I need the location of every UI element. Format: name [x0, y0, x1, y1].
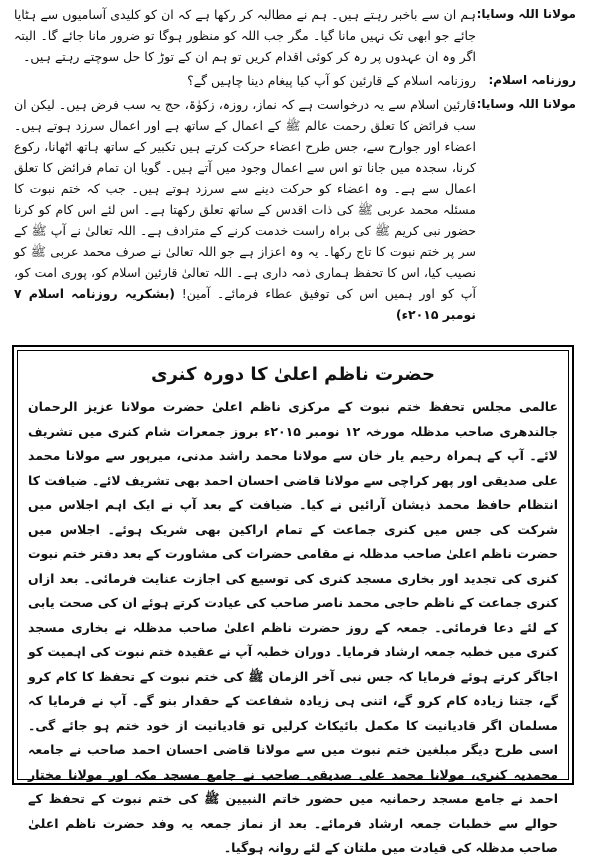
answer-text: قارئین اسلام سے یہ درخواست ہے کہ نماز، روزہ، زکوٰۃ، حج یہ سب فرض ہیں۔ لیکن ان سب فرائض کا تعلق رحمت عالم ﷺ کے اعمال کے ساتھ ہے اور اعمال سرزد ہوتے ہیں۔ اعضاء اور جوارح سے، جس طرح اعضاء حرکت کرتے ہیں تکبیر کے ساتھ ہاتھ اٹھانا، رکوع کرنا، سجدہ میں جانا تو اس سے اعمال وجود میں آتے ہیں۔ گویا ان تمام فرائض کا تعلق اعمال سے ہے۔ وہ اعضاء کو حرکت دینے سے سرزد ہوتے ہیں۔ جب کہ ختم نبوت کا مسئلہ محمد عربی ﷺ کی ذات اقدس کے ساتھ تعلق رکھتا ہے۔ اس لئے اس کام کو کرنا حضور نبی کریم ﷺ کی براہ راست خدمت کرنے کے مترادف ہے۔ اللہ تعالیٰ نے آپ ﷺ کے سر پر ختم نبوت کا تاج رکھا۔ یہ وہ اعزاز ہے جو اللہ تعالیٰ نے صرف محمد عربی ﷺ کو نصیب کیا، اس کا تحفظ ہماری ذمہ داری ہے۔ اللہ تعالیٰ قارئین اسلام کو، پوری امت کو، آپ کو اور ہمیں اس کی توفیق عطاء فرمائے۔ آمین! [14, 97, 476, 301]
speaker-label: روزنامہ اسلام: [488, 73, 576, 87]
interview-answer [14, 94, 476, 325]
interview-answer: ہم ان سے باخبر رہتے ہیں۔ ہم نے مطالبہ کر رکھا ہے کہ ان کو کلیدی آسامیوں سے ہٹایا جائے جو ابھی تک نہیں مانا گیا۔ مگر جب اللہ کو منظور ہوگا تو ضرور مانا جائے گا۔ البتہ اگر وہ ان عہدوں پر رہ کر کوئی اقدام کریں تو ہم ان کے توڑ کا حل سوچتے رہتے ہیں۔ [14, 7, 476, 64]
interview-section [14, 4, 576, 328]
speaker-label: مولانا اللہ وسایا: [476, 7, 576, 21]
report-body: عالمی مجلس تحفظ ختم نبوت کے مرکزی ناظم اعلیٰ حضرت مولانا عزیز الرحمان جالندھری صاحب مدظلہ مورخہ ۱۲ نومبر ۲۰۱۵ء بروز جمعرات شام کنری میں تشریف لائے۔ آپ کے ہمراہ رحیم یار خان سے مولانا محمد راشد مدنی، میرپور سے مولانا محمد علی صدیقی اور پھر کراچی سے مولانا قاضی احسان احمد بھی تشریف لائے۔ ضیافت کا انتظام حافظ محمد ذیشان آرائیں نے کیا۔ ضیافت کے بعد آپ نے ایک اہم اجلاس میں شرکت کی جس میں کنری جماعت کے تمام اراکین بھی شریک ہوئے۔ اجلاس میں حضرت ناظم اعلیٰ صاحب مدظلہ نے مقامی حضرات کی مشاورت کے بعد دفتر ختم نبوت کنری کی تجدید اور بخاری مسجد کنری کی توسیع کی اجازت عنایت فرمائی۔ بعد ازاں کنری جماعت کے ناظم حاجی محمد ناصر صاحب کی عیادت کرتے ہوئے ان کی صحت یابی کے لئے دعا فرمائی۔ جمعہ کے روز حضرت ناظم اعلیٰ صاحب مدظلہ نے بخاری مسجد کنری میں خطبہ جمعہ ارشاد فرمایا۔ دوران خطبہ آپ نے عقیدہ ختم نبوت کی اہمیت کو اجاگر کرتے ہوئے فرمایا کہ جس نبی آخر الزمان ﷺ کی ختم نبوت کے تحفظ کا کام کرو گے، جتنا زیادہ کام کرو گے، اتنی ہی زیادہ شفاعت کے حقدار بنو گے۔ آپ نے فرمایا کہ مسلمان اگر قادیانیت کا مکمل بائیکاٹ کرلیں تو قادیانیت از خود ختم ہو جائے گی۔ اسی طرح دیگر مبلغین ختم نبوت میں سے مولانا قاضی احسان احمد صاحب نے جامعہ محمدیہ کنری، مولانا محمد علی صدیقی صاحب نے جامع مسجد مکہ اور مولانا مختار احمد نے جامع مسجد رحمانیہ میں حضور خاتم النبیین ﷺ کی ختم نبوت کے تحفظ کے حوالے سے خطبات جمعہ ارشاد فرمائے۔ بعد از نماز جمعہ یہ وفد حضرت ناظم اعلیٰ صاحب مدظلہ کی قیادت میں ملتان کے لئے روانہ ہوگیا۔ [28, 399, 558, 855]
interview-question: روزنامہ اسلام کے قارئین کو آپ کیا پیغام دینا چاہیں گے؟ [187, 73, 476, 88]
interview-block [14, 70, 576, 91]
report-box [12, 345, 574, 855]
report-title: حضرت ناظم اعلیٰ کا دورہ کنری [150, 364, 435, 385]
interview-block [14, 4, 576, 67]
interview-block [14, 94, 576, 325]
report-box-inner-border [17, 350, 569, 855]
speaker-label: مولانا اللہ وسایا: [476, 97, 576, 111]
source-citation: (بشکریہ روزنامہ اسلام ۷ نومبر ۲۰۱۵ء) [14, 286, 476, 322]
